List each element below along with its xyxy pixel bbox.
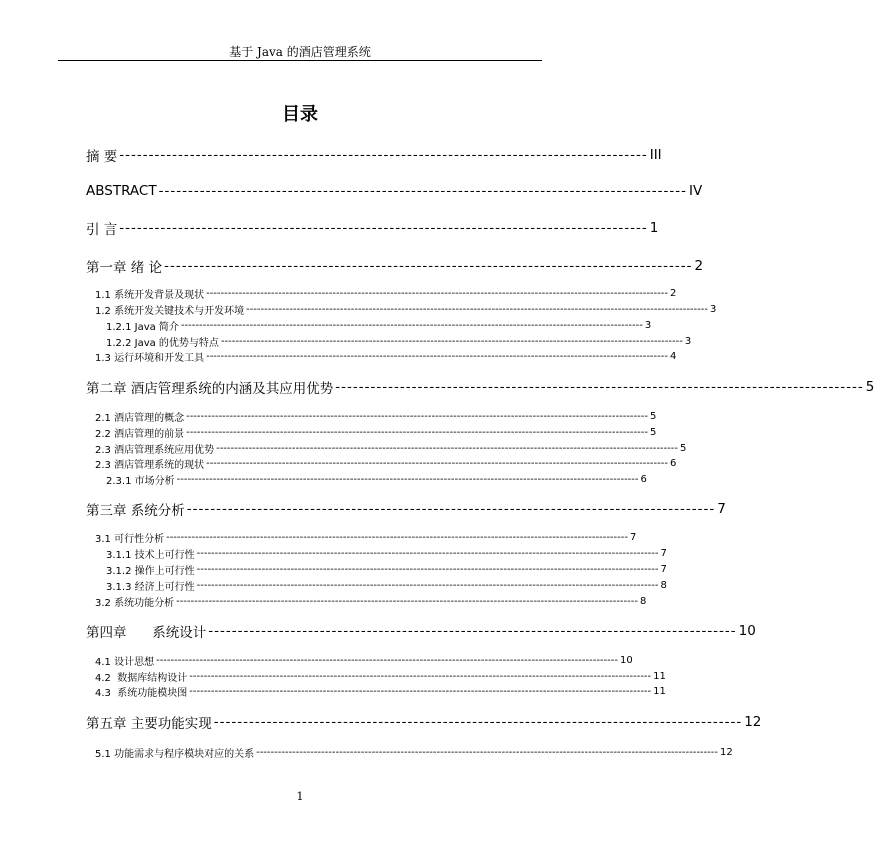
toc-entry[interactable]: 第三章 系统分析 ------------------------------------------------------------------------------------------ 7 (86, 501, 726, 519)
toc-entry[interactable]: 1.2 系统开发关键技术与开发环境 -------------------------------------------------------------------------------------------------------------------------------- 3 (95, 303, 717, 317)
toc-entry[interactable]: 2.3 酒店管理系统应用优势 -------------------------------------------------------------------------------------------------------------------------------- 5 (95, 442, 687, 456)
toc-entry[interactable]: 2.3 酒店管理系统的现状 -------------------------------------------------------------------------------------------------------------------------------- 6 (95, 457, 677, 471)
toc-entry[interactable]: 2.2 酒店管理的前景 -------------------------------------------------------------------------------------------------------------------------------- 5 (95, 426, 657, 440)
toc-entry[interactable]: 1.2.2 Java 的优势与特点 -------------------------------------------------------------------------------------------------------------------------------- 3 (106, 335, 692, 349)
toc-entry[interactable]: 第一章 绪 论 ------------------------------------------------------------------------------------------ 2 (86, 258, 704, 276)
toc-entry[interactable]: 4.1 设计思想 -------------------------------------------------------------------------------------------------------------------------------- 10 (95, 654, 633, 668)
toc-entry[interactable]: ABSTRACT ------------------------------------------------------------------------------------------ IV (86, 183, 703, 199)
toc-entry[interactable]: 3.1 可行性分析 -------------------------------------------------------------------------------------------------------------------------------- 7 (95, 531, 637, 545)
toc-entry[interactable]: 3.1.2 操作上可行性 -------------------------------------------------------------------------------------------------------------------------------- 7 (106, 563, 667, 577)
toc-entry[interactable]: 第四章 系统设计 ------------------------------------------------------------------------------------------ 10 (86, 623, 756, 641)
toc-entry[interactable]: 1.2.1 Java 简介 -------------------------------------------------------------------------------------------------------------------------------- 3 (106, 319, 652, 333)
header-divider (58, 60, 542, 61)
toc-entry[interactable]: 5.1 功能需求与程序模块对应的关系 -------------------------------------------------------------------------------------------------------------------------------- 12 (95, 746, 733, 760)
toc-entry[interactable]: 3.1.3 经济上可行性 -------------------------------------------------------------------------------------------------------------------------------- 8 (106, 579, 667, 593)
toc-entry[interactable]: 2.1 酒店管理的概念 -------------------------------------------------------------------------------------------------------------------------------- 5 (95, 410, 657, 424)
toc-entry[interactable]: 第五章 主要功能实现 ------------------------------------------------------------------------------------------ 12 (86, 714, 762, 732)
toc-entry[interactable]: 4.2 数据库结构设计 -------------------------------------------------------------------------------------------------------------------------------- 11 (95, 670, 666, 684)
toc-entry[interactable]: 第二章 酒店管理系统的内涵及其应用优势 ------------------------------------------------------------------------------------------ 5 (86, 379, 874, 397)
toc-title: 目录 (282, 104, 318, 125)
toc-entry[interactable]: 2.3.1 市场分析 -------------------------------------------------------------------------------------------------------------------------------- 6 (106, 473, 647, 487)
page-number: 1 (296, 790, 304, 803)
toc-entry[interactable]: 3.2 系统功能分析 -------------------------------------------------------------------------------------------------------------------------------- 8 (95, 595, 647, 609)
toc-entry[interactable]: 3.1.1 技术上可行性 -------------------------------------------------------------------------------------------------------------------------------- 7 (106, 547, 667, 561)
toc-entry[interactable]: 摘 要 ------------------------------------------------------------------------------------------ III (86, 147, 662, 165)
toc-entry[interactable]: 引 言 ------------------------------------------------------------------------------------------ 1 (86, 220, 659, 238)
toc-entry[interactable]: 1.1 系统开发背景及现状 -------------------------------------------------------------------------------------------------------------------------------- 2 (95, 287, 677, 301)
toc-entry[interactable]: 4.3 系统功能模块图 -------------------------------------------------------------------------------------------------------------------------------- 11 (95, 685, 666, 699)
page-header: 基于 Java 的酒店管理系统 (229, 45, 371, 59)
toc-entry[interactable]: 1.3 运行环境和开发工具 -------------------------------------------------------------------------------------------------------------------------------- 4 (95, 350, 677, 364)
